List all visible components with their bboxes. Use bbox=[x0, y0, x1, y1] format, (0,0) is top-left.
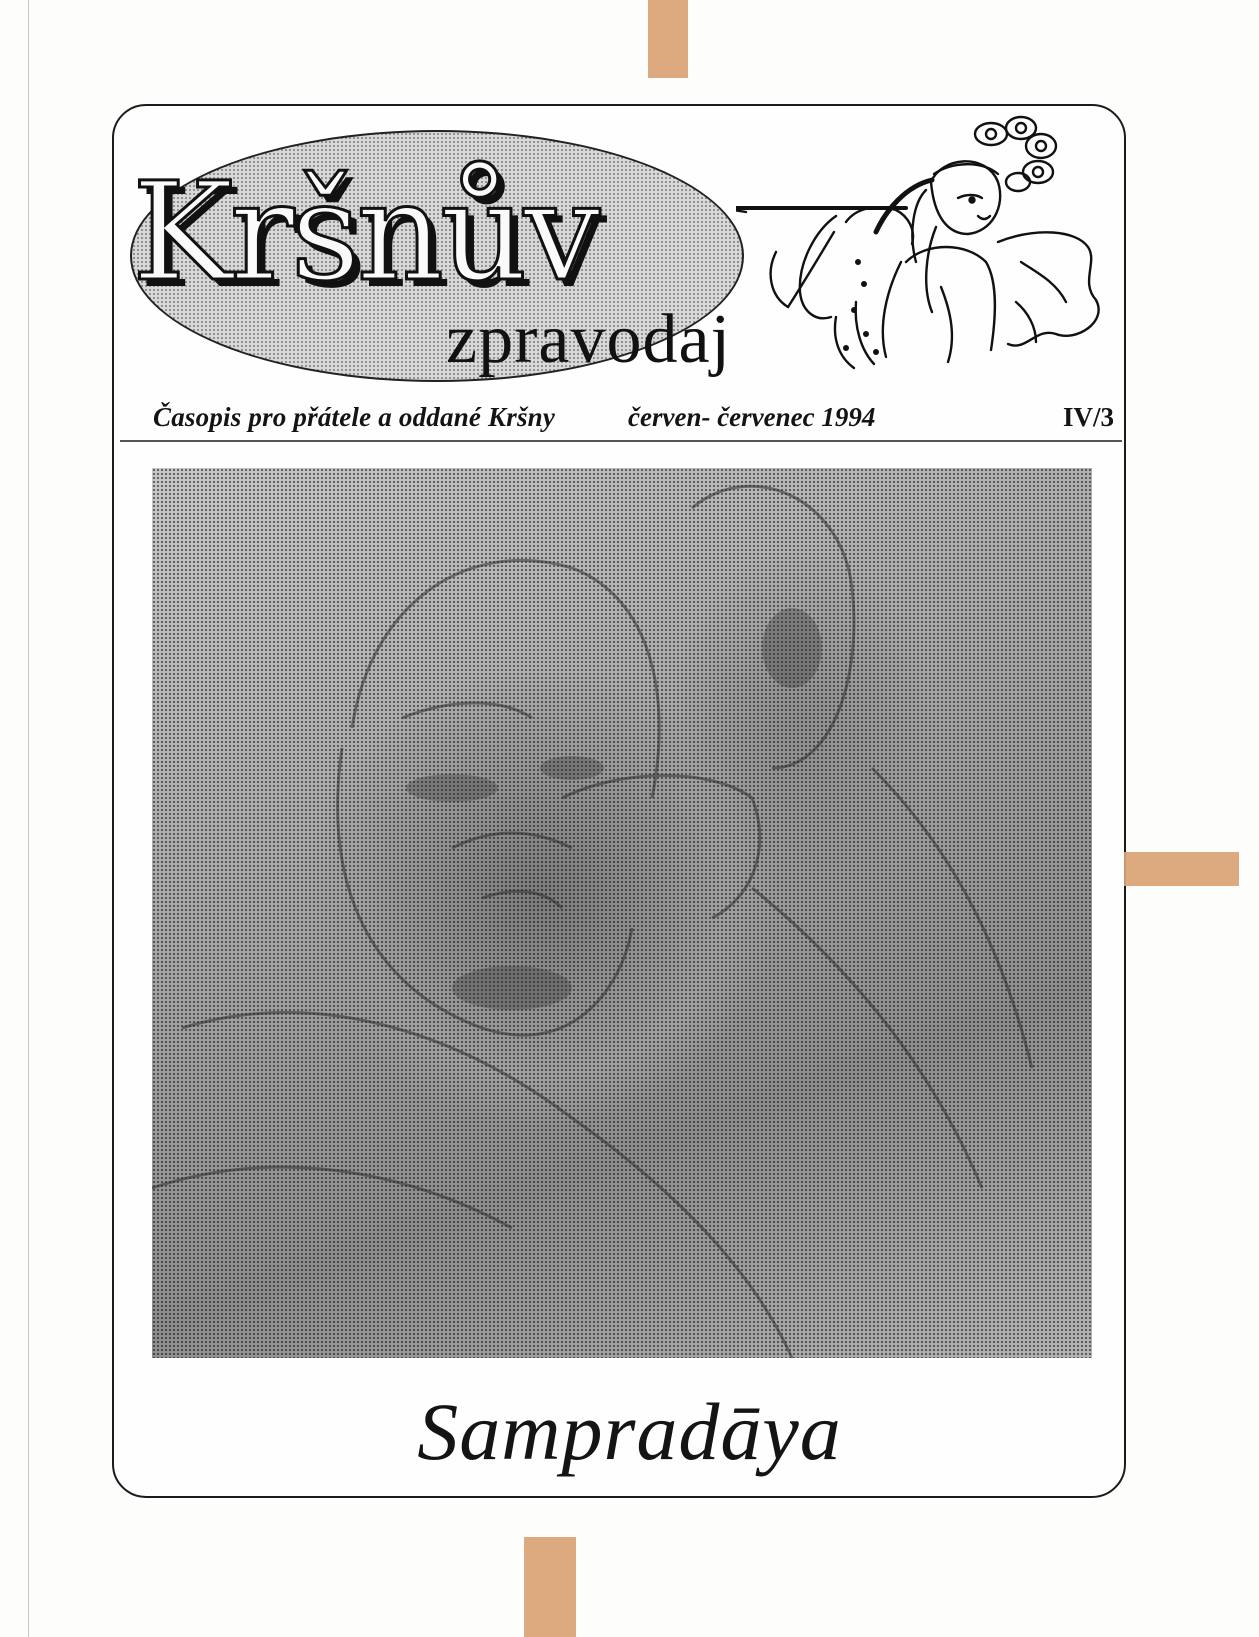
tape-strip-right bbox=[1124, 852, 1239, 886]
issue-date: červen- červenec 1994 bbox=[628, 402, 876, 432]
header-rule bbox=[120, 440, 1122, 442]
masthead-subtitle: zpravodaj bbox=[446, 301, 731, 378]
krishna-flute-illustration bbox=[736, 112, 1106, 372]
masthead-title: Kršnův bbox=[132, 154, 597, 312]
cover-caption: Sampradāya bbox=[417, 1386, 842, 1477]
tape-strip-top bbox=[648, 0, 688, 78]
tape-strip-bottom bbox=[524, 1537, 576, 1637]
issue-number: IV/3 bbox=[1063, 402, 1115, 432]
magazine-tagline: Časopis pro přátele a oddané Kršny bbox=[153, 402, 556, 432]
peacock-feather-icon bbox=[975, 117, 1056, 191]
cover-photo bbox=[152, 468, 1092, 1358]
